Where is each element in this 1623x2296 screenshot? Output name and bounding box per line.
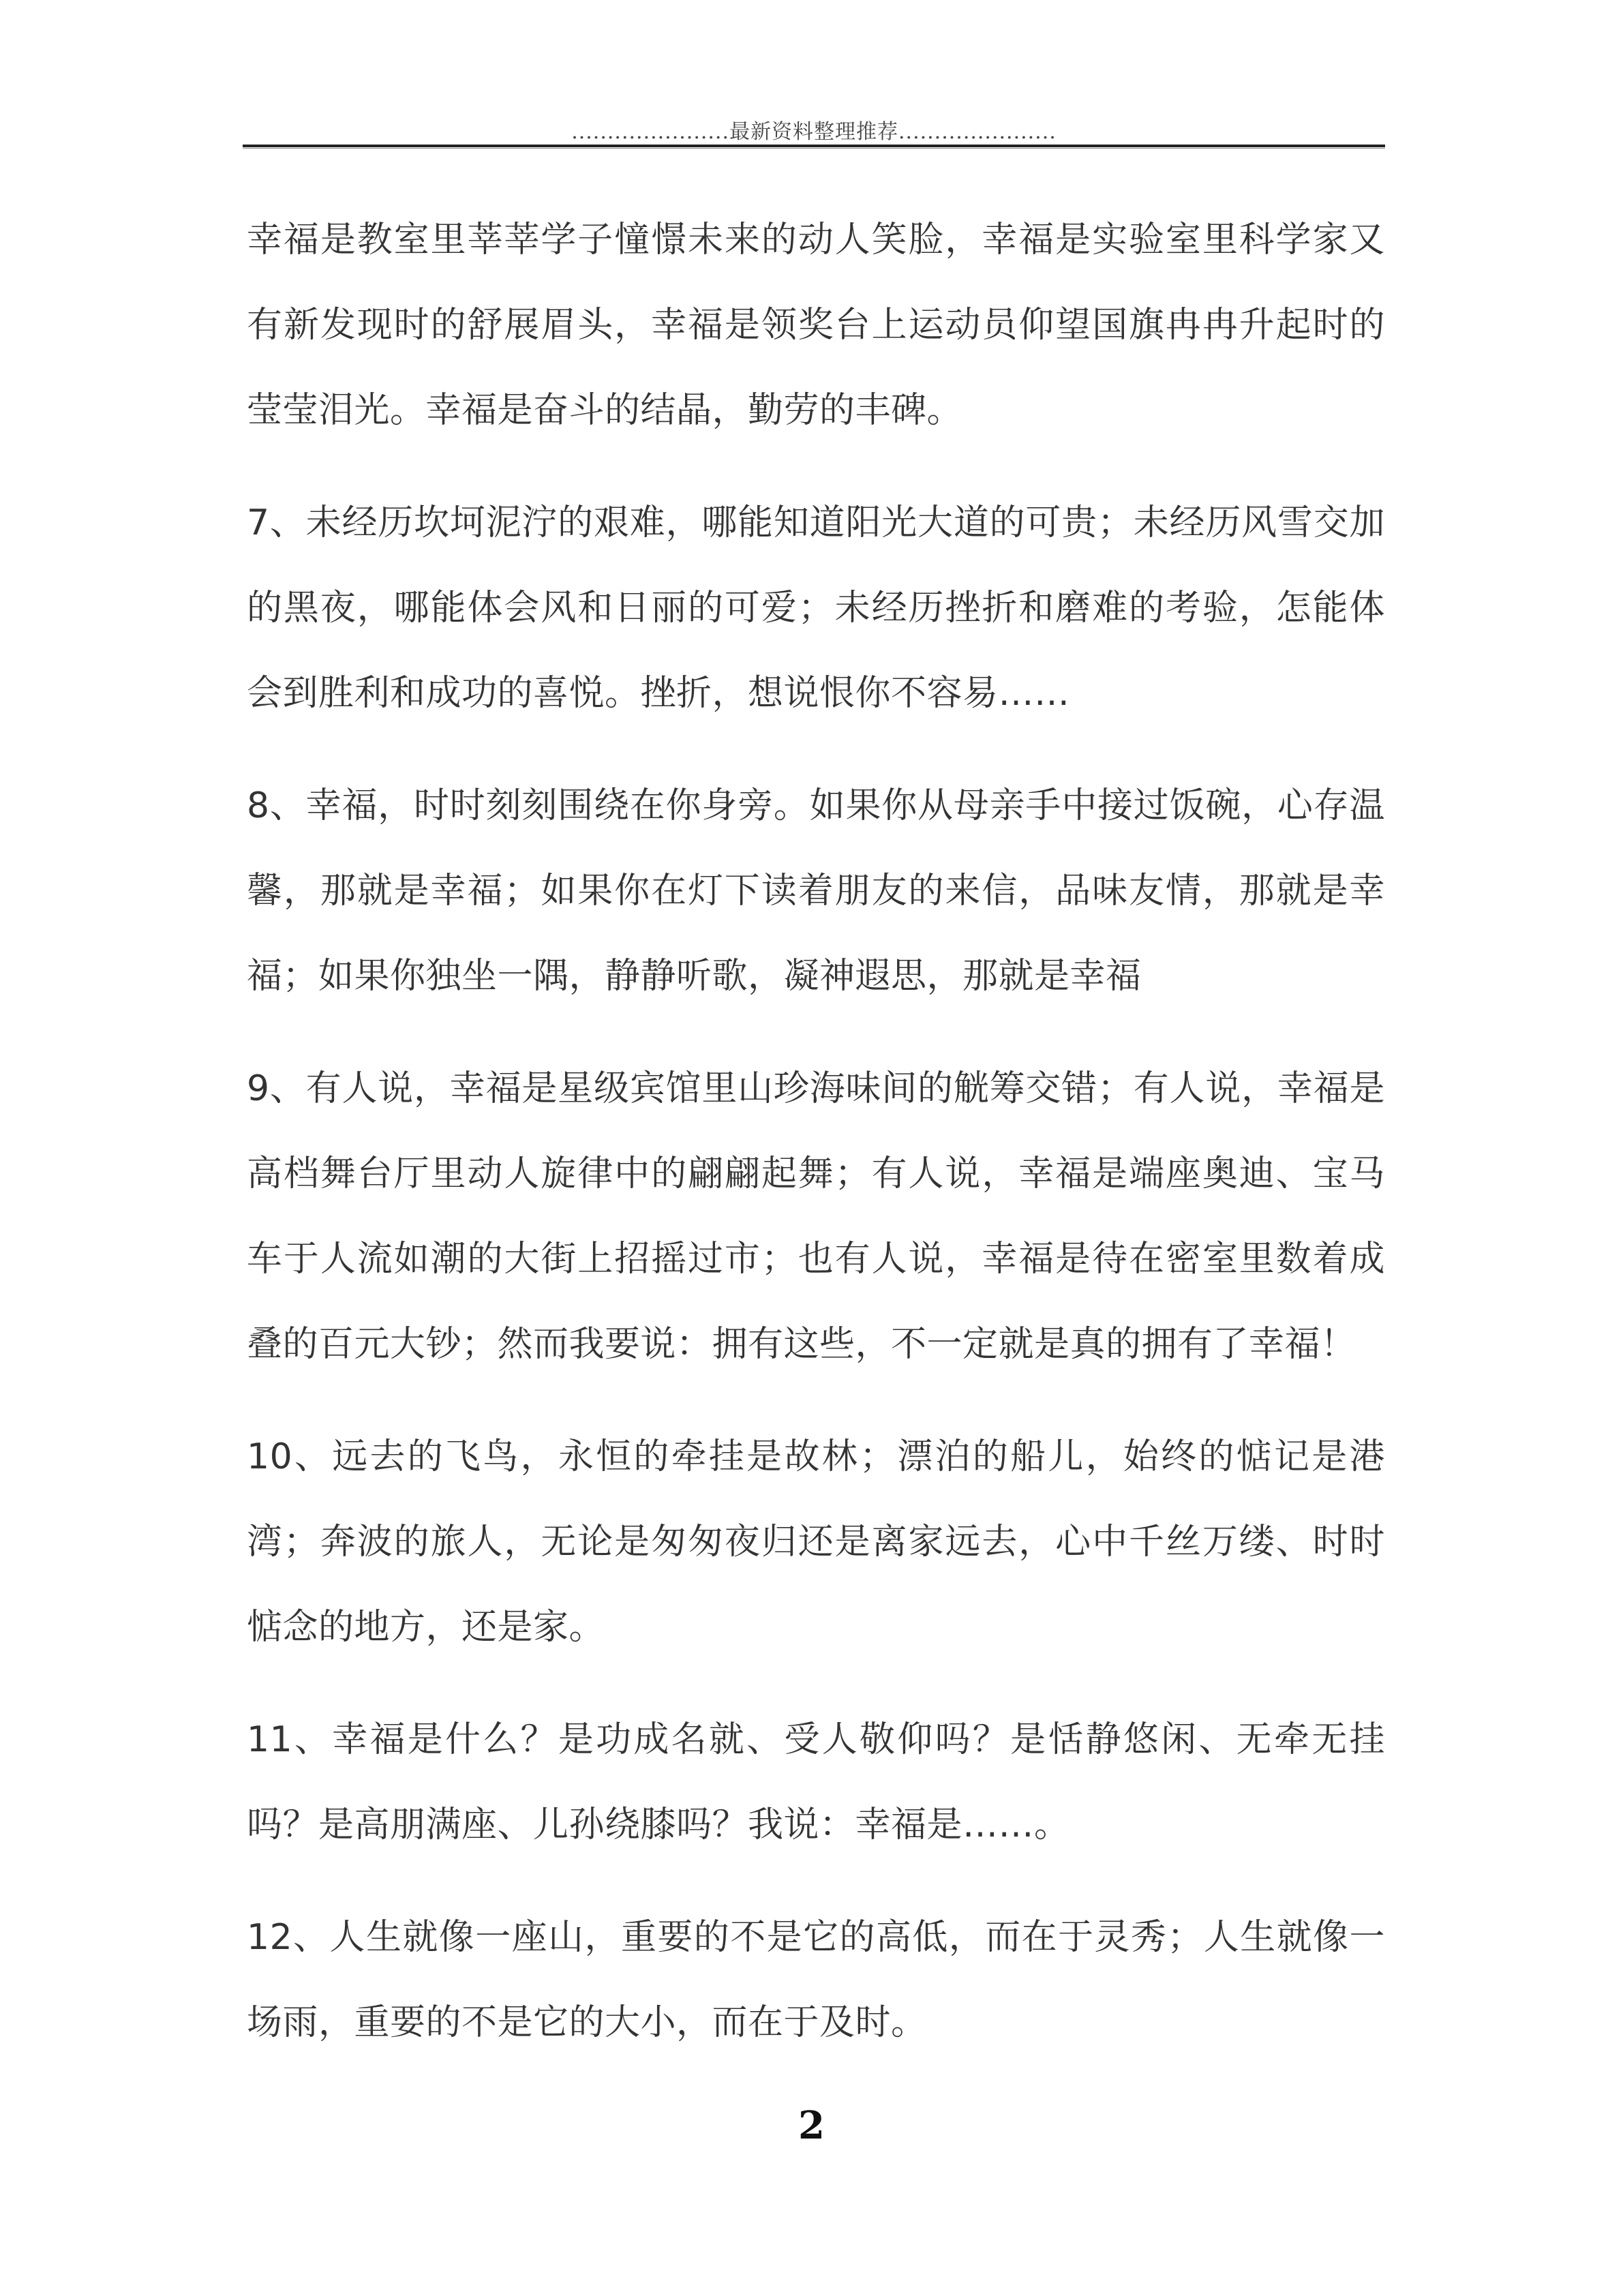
page-number: 2 bbox=[798, 2103, 825, 2148]
header-rule bbox=[243, 145, 1385, 147]
paragraph-8: 8、幸福，时时刻刻围绕在你身旁。如果你从母亲手中接过饭碗，心存温馨，那就是幸福；如果你在灯下读着朋友的来信，品味友情，那就是幸福；如果你独坐一隅，静静听歌，凝神遐思，那就是幸福 bbox=[247, 785, 1385, 997]
paragraph-10: 10、远去的飞鸟，永恒的牵挂是故林；漂泊的船儿，始终的惦记是港湾；奔波的旅人，无论是匆匆夜归还是离家远去，心中千丝万缕、时时惦念的地方，还是家。 bbox=[247, 1436, 1385, 1648]
paragraph-6-continued: 幸福是教室里莘莘学子憧憬未来的动人笑脸，幸福是实验室里科学家又有新发现时的舒展眉头，幸福是领奖台上运动员仰望国旗冉冉升起时的莹莹泪光。幸福是奋斗的结晶，勤劳的丰碑。 bbox=[247, 220, 1385, 431]
document-body bbox=[247, 198, 1385, 2093]
paragraph-7: 7、未经历坎坷泥泞的艰难，哪能知道阳光大道的可贵；未经历风雪交加的黑夜，哪能体会风和日丽的可爱；未经历挫折和磨难的考验，怎能体会到胜利和成功的喜悦。挫折，想说恨你不容易…… bbox=[247, 502, 1385, 714]
paragraph-9: 9、有人说，幸福是星级宾馆里山珍海味间的觥筹交错；有人说，幸福是高档舞台厅里动人旋律中的翩翩起舞；有人说，幸福是端座奥迪、宝马车于人流如潮的大街上招摇过市；也有人说，幸福是待在密室里数着成叠的百元大钞；然而我要说：拥有这些，不一定就是真的拥有了幸福！ bbox=[247, 1068, 1385, 1365]
header-rule-thin bbox=[243, 148, 1385, 149]
paragraph-11: 11、幸福是什么？是功成名就、受人敬仰吗？是恬静悠闲、无牵无挂吗？是高朋满座、儿孙绕膝吗？我说：幸福是……。 bbox=[247, 1719, 1385, 1845]
paragraph-12: 12、人生就像一座山，重要的不是它的高低，而在于灵秀；人生就像一场雨，重要的不是它的大小，而在于及时。 bbox=[247, 1917, 1385, 2043]
page-header: ......................最新资料整理推荐...................... bbox=[571, 120, 1057, 144]
